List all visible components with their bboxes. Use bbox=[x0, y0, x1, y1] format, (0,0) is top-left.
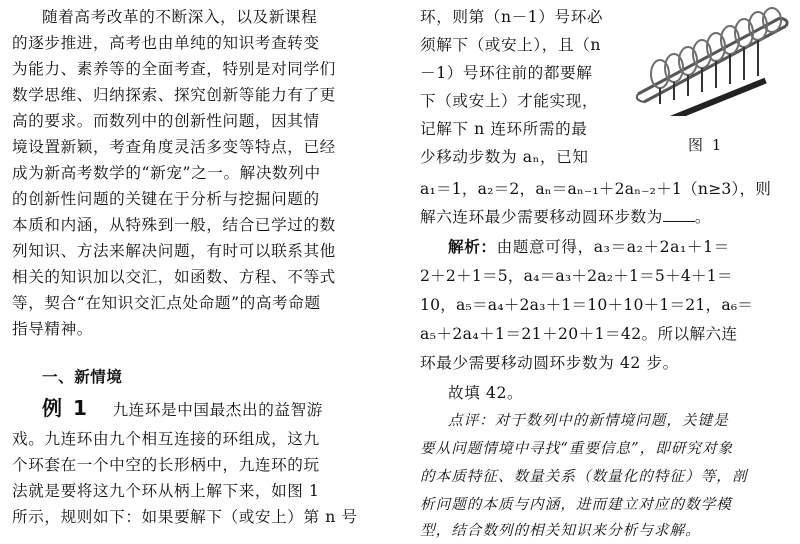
problem-line: 须解下（或安上），且（n bbox=[420, 36, 601, 54]
note-line: 点评：对于数列中的新情境问题，关键是 bbox=[448, 412, 729, 429]
problem-line: －1）号环往前的都要解 bbox=[420, 64, 593, 82]
example-first-line bbox=[42, 394, 323, 424]
intro-line: 境设置新颖，考查角度灵活多变等特点，已经 bbox=[12, 138, 336, 156]
note-line: 析问题的本质与内涵，进而建立对应的数学模 bbox=[420, 496, 732, 513]
problem-line: 解六连环最少需要移动圆环步数为 bbox=[420, 208, 663, 226]
intro-line: 本质和内涵，从特殊到一般，结合已学过的数 bbox=[12, 216, 336, 234]
example-line: 法就是要将这九个环从柄上解下来，如图 1 bbox=[12, 482, 320, 500]
figure-caption: 图 1 bbox=[688, 136, 724, 154]
note-line: 要从问题情境中寻找“重要信息”，即研究对象 bbox=[420, 440, 734, 457]
post-base bbox=[653, 78, 767, 116]
intro-line: 等，契合“在知识交汇点处命题”的高考命题 bbox=[12, 294, 321, 312]
solution-line: a₅＋2a₄＋1＝21＋20＋1＝42。所以解六连 bbox=[420, 325, 738, 343]
solution-first-line bbox=[448, 236, 730, 258]
problem-formula: a₁＝1，a₂＝2，aₙ＝aₙ₋₁＋2aₙ₋₂＋1（n≥3），则 bbox=[420, 180, 772, 198]
intro-line: 随着高考改革的不断深入，以及新课程 bbox=[42, 8, 318, 26]
answer-line: 故填 42。 bbox=[448, 384, 524, 402]
example-text: 九连环是中国最杰出的益智游 bbox=[112, 401, 323, 419]
problem-line: 环，则第（n－1）号环必 bbox=[420, 8, 604, 26]
example-label: 例 1 bbox=[42, 396, 89, 420]
intro-line: 列知识、方法来解决问题，有时可以联系其他 bbox=[12, 242, 336, 260]
problem-line: 下（或安上）才能实现， bbox=[420, 92, 599, 110]
intro-line: 指导精神。 bbox=[12, 320, 93, 338]
intro-line: 的逐步推进，高考也由单纯的知识考查转变 bbox=[12, 34, 320, 52]
ring-posts bbox=[660, 40, 758, 104]
intro-line: 的创新性问题的关键在于分析与挖掘问题的 bbox=[12, 190, 320, 208]
intro-line: 数学思维、归纳探索、探究创新等能力有了更 bbox=[12, 86, 336, 104]
note-line: 的本质特征、数量关系（数量化的特征）等，剖 bbox=[420, 468, 748, 485]
problem-line: 少移动步数为 aₙ，已知 bbox=[420, 148, 589, 166]
answer-blank bbox=[663, 207, 695, 222]
solution-label: 解析： bbox=[448, 238, 497, 256]
problem-question bbox=[420, 206, 711, 228]
section-heading: 一、新情境 bbox=[42, 368, 123, 386]
solution-line: 2＋2＋1＝5，a₄＝a₃＋2a₂＋1＝5＋4＋1＝ bbox=[420, 267, 733, 285]
intro-line: 相关的知识加以交汇，如函数、方程、不等式 bbox=[12, 268, 336, 286]
example-line: 个环套在一个中空的长形柄中，九连环的玩 bbox=[12, 456, 320, 474]
problem-end: 。 bbox=[694, 208, 712, 226]
nine-rings-puzzle-figure bbox=[630, 4, 792, 116]
intro-line: 为能力、素养等的全面考查，特别是对同学们 bbox=[12, 60, 336, 78]
example-line: 戏。九连环由九个相互连接的环组成，这九 bbox=[12, 430, 320, 448]
solution-text: 由题意可得，a₃＝a₂＋2a₁＋1＝ bbox=[496, 238, 730, 256]
intro-line: 高的要求。而数列中的创新性问题，因其情 bbox=[12, 112, 320, 130]
example-line: 所示，规则如下：如果要解下（或安上）第 n 号 bbox=[12, 508, 358, 526]
intro-line: 成为新高考数学的“新宠”之一。解决数列中 bbox=[12, 164, 321, 182]
problem-line: 记解下 n 连环所需的最 bbox=[420, 120, 588, 138]
solution-line: 10，a₅＝a₄＋2a₃＋1＝10＋10＋1＝21，a₆＝ bbox=[420, 296, 754, 314]
solution-line: 环最少需要移动圆环步数为 42 步。 bbox=[420, 354, 679, 372]
note-line: 型，结合数列的相关知识来分析与求解。 bbox=[420, 522, 701, 539]
